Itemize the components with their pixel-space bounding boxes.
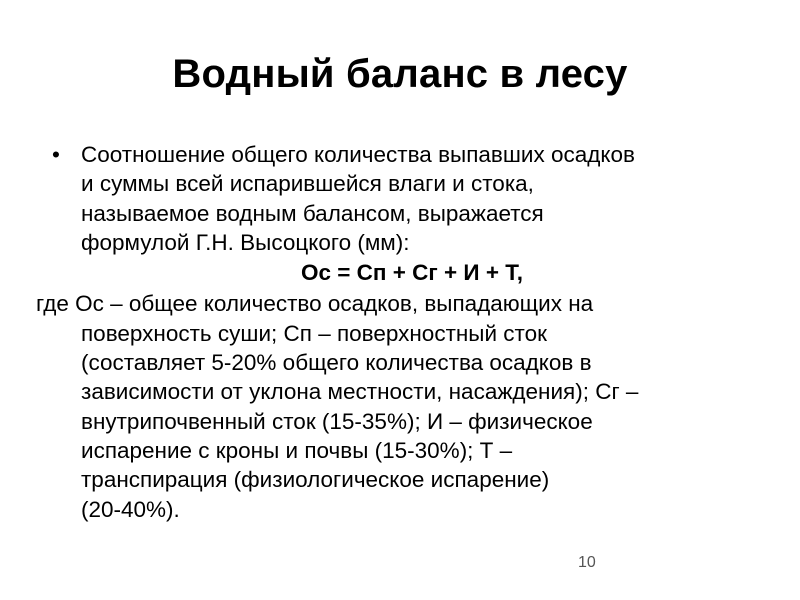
definition-line: транспирация (физиологическое испарение) <box>81 467 550 493</box>
bullet-paragraph <box>36 140 766 257</box>
bullet-icon: • <box>52 142 60 167</box>
definition-line: (составляет 5-20% общего количества осадков в <box>81 350 592 376</box>
definitions-paragraph <box>36 289 766 523</box>
bullet-line: Соотношение общего количества выпавших осадков <box>81 142 635 167</box>
page-number: 10 <box>578 554 596 571</box>
definition-line: внутрипочвенный сток (15-35%); И – физическое <box>81 408 593 434</box>
bullet-line: формулой Г.Н. Высоцкого (мм): <box>81 229 410 255</box>
formula: Ос = Сп + Сг + И + Т, <box>301 260 523 286</box>
bullet-line: и суммы всей испарившейся влаги и стока, <box>81 171 534 197</box>
bullet-line: называемое водным балансом, выражается <box>81 200 544 226</box>
slide-body <box>36 140 766 524</box>
definition-line: (20-40%). <box>81 496 180 522</box>
definition-line: где Ос – общее количество осадков, выпадающих на <box>36 291 594 317</box>
definition-line: испарение с кроны и почвы (15-30%); Т – <box>81 437 513 463</box>
definition-line: зависимости от уклона местности, насаждения); Сг – <box>81 379 639 405</box>
definition-line: поверхность суши; Сп – поверхностный сток <box>81 320 547 346</box>
slide-title: Водный баланс в лесу <box>172 52 628 96</box>
